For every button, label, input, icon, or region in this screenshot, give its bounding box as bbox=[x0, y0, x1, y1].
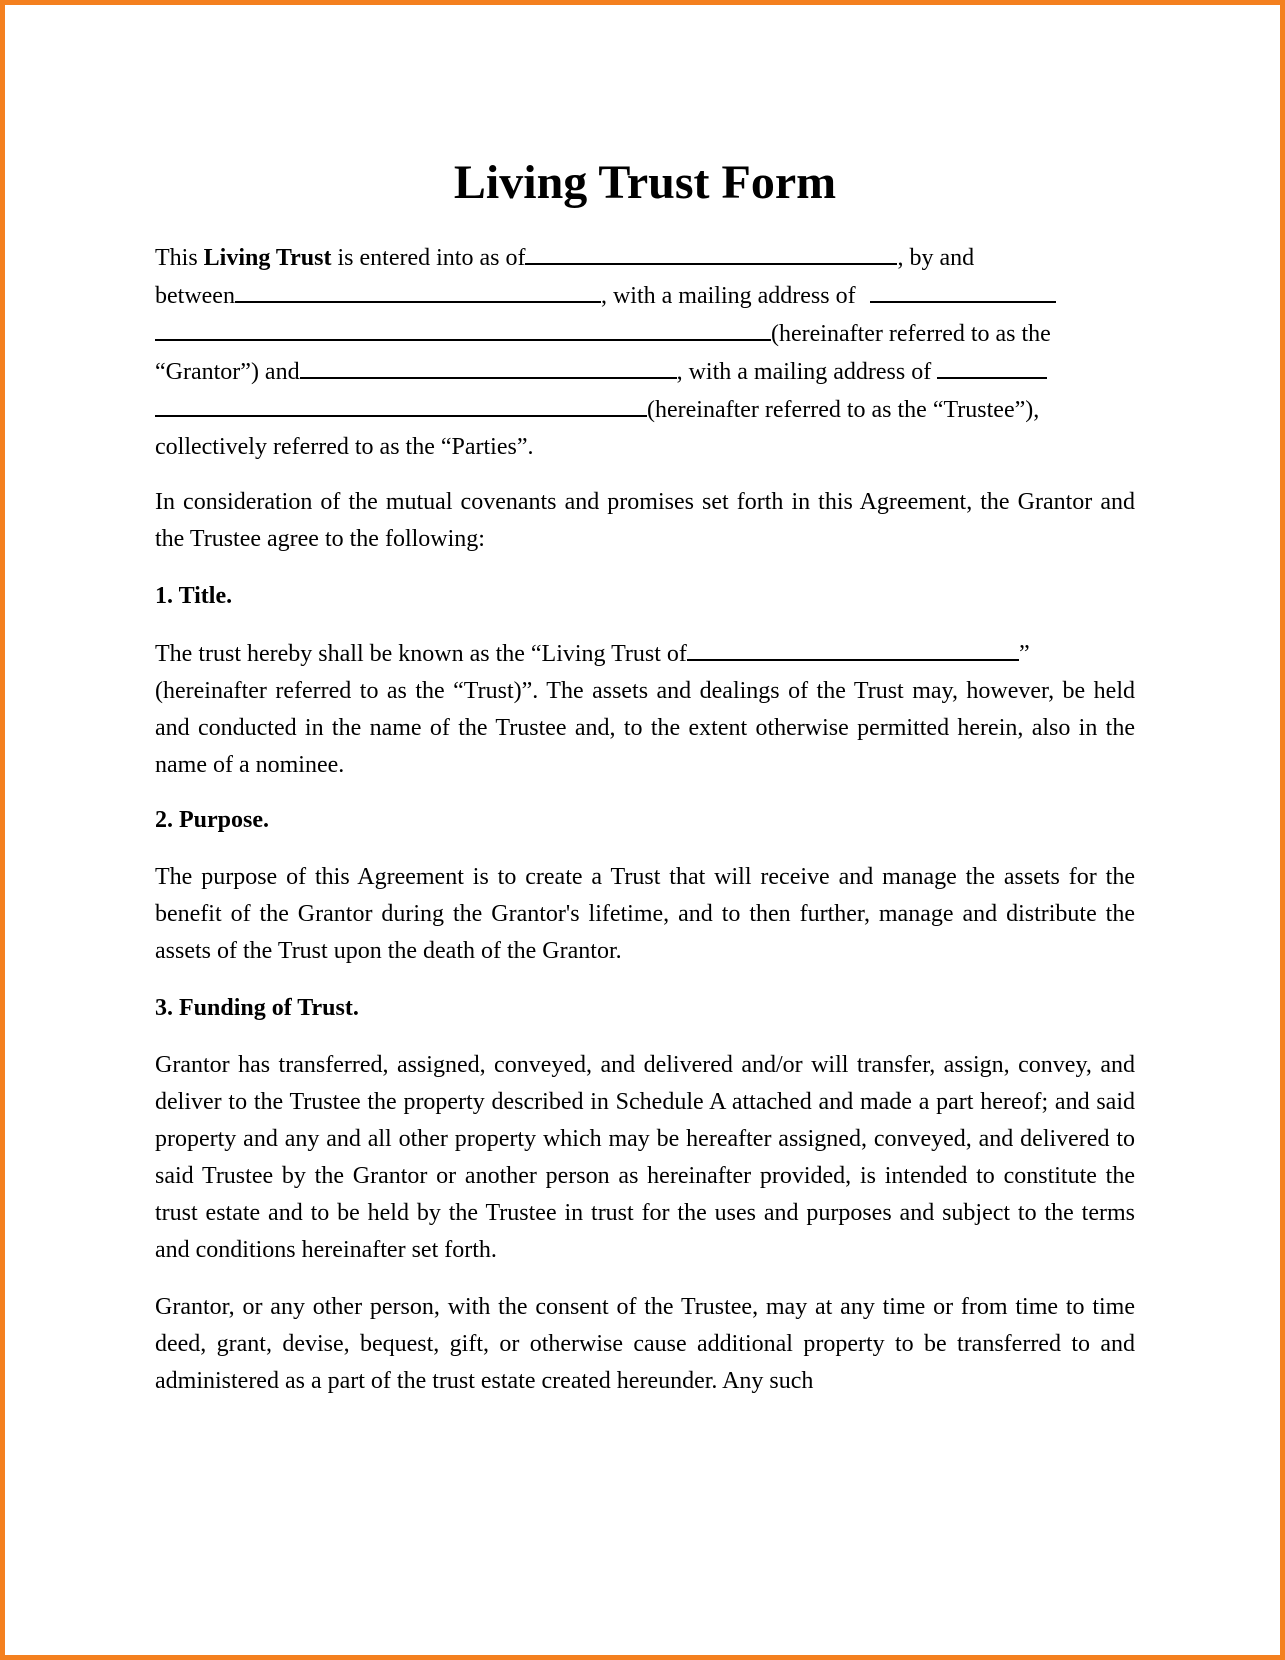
intro-paragraph bbox=[155, 239, 1135, 466]
intro-line-6 bbox=[155, 429, 1135, 466]
intro-text: “Grantor”) and bbox=[155, 359, 300, 385]
intro-text: between bbox=[155, 283, 235, 309]
trustee-address-blank[interactable] bbox=[937, 353, 1047, 379]
intro-text: , by and bbox=[897, 245, 975, 271]
grantor-address-blank[interactable] bbox=[870, 277, 1056, 303]
intro-line-4 bbox=[155, 353, 1135, 391]
section-2-paragraph: The purpose of this Agreement is to create a Trust that will receive and manage the assets for the benefit of the Grantor during the Grantor's lifetime, and to then further, manage and distribute the assets of the Trust upon the death of the Grantor. bbox=[155, 864, 1135, 964]
section-3-paragraph-1: Grantor has transferred, assigned, conveyed, and delivered and/or will transfer, assign, convey, and deliver to the Trustee the property described in Schedule A attached and made a part hereof; and said property and any and all other property which may be hereafter assigned, conveyed, and delivered to said Trustee by the Grantor or another person as hereinafter provided, is intended to constitute the trust estate and to be held by the Trustee in trust for the uses and purposes and subject to the terms and conditions hereinafter set forth. bbox=[155, 1052, 1135, 1263]
intro-line-5 bbox=[155, 391, 1135, 429]
section-3-paragraph-2: Grantor, or any other person, with the consent of the Trustee, may at any time or from time to time deed, grant, devise, bequest, gift, or otherwise cause additional property to be transferred to and administered as a part of the trust estate created hereunder. Any such bbox=[155, 1294, 1135, 1394]
section-1-line-1 bbox=[155, 635, 1135, 673]
section-1-text: The trust hereby shall be known as the “Living Trust of bbox=[155, 641, 687, 667]
intro-line-2 bbox=[155, 277, 1135, 315]
section-3-heading: 3. Funding of Trust. bbox=[155, 995, 359, 1021]
effective-date-blank[interactable] bbox=[525, 239, 897, 265]
grantor-address-blank-2[interactable] bbox=[155, 315, 771, 341]
trust-name-blank[interactable] bbox=[687, 635, 1019, 661]
section-1-text: (hereinafter referred to as the “Trust)”. The assets and dealings of the Trust may, however, be held and conducted in the name of the Trustee and, to the extent otherwise permitted herein, also in the name of a nominee. bbox=[155, 678, 1135, 778]
intro-bold-text: Living Trust bbox=[203, 245, 332, 271]
intro-text: (hereinafter referred to as the bbox=[771, 321, 1051, 347]
document-content bbox=[155, 155, 1135, 1420]
consideration-paragraph: In consideration of the mutual covenants and promises set forth in this Agreement, the Grantor and the Trustee agree to the following: bbox=[155, 489, 1135, 552]
intro-text: This bbox=[155, 245, 204, 271]
intro-line-3 bbox=[155, 315, 1135, 353]
trustee-name-blank[interactable] bbox=[300, 353, 677, 379]
intro-text: (hereinafter referred to as the “Trustee”), bbox=[647, 397, 1040, 423]
document-title: Living Trust Form bbox=[453, 156, 837, 209]
intro-text: is entered into as of bbox=[331, 245, 526, 271]
section-1-text: ” bbox=[1018, 641, 1030, 667]
section-1-heading: 1. Title. bbox=[155, 583, 233, 609]
trustee-address-blank-2[interactable] bbox=[155, 391, 647, 417]
section-2-heading: 2. Purpose. bbox=[155, 807, 269, 833]
intro-text: , with a mailing address of bbox=[600, 283, 862, 309]
intro-text: collectively referred to as the “Parties”. bbox=[155, 434, 534, 460]
intro-text: , with a mailing address of bbox=[676, 359, 938, 385]
intro-line-1 bbox=[155, 239, 1135, 277]
grantor-name-blank[interactable] bbox=[235, 277, 601, 303]
section-1-paragraph bbox=[155, 635, 1135, 784]
